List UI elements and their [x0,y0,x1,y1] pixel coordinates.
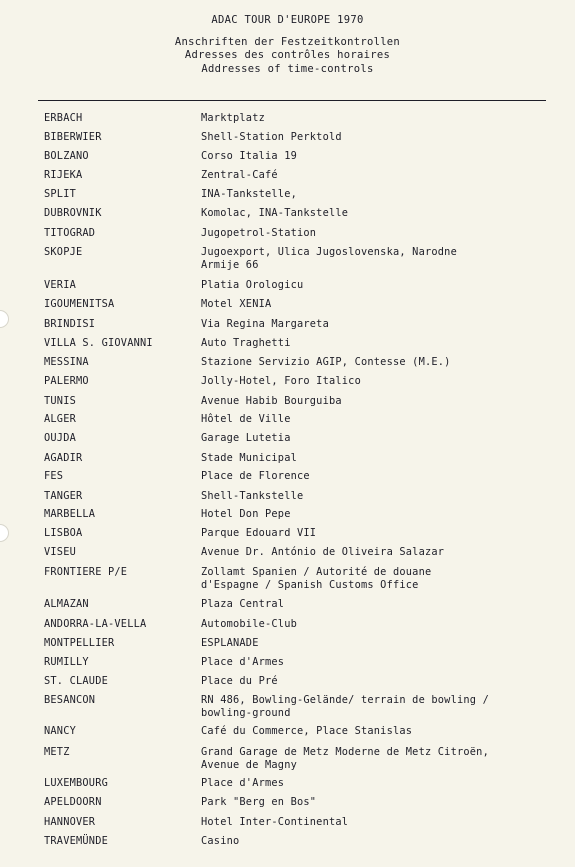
control-city: VILLA S. GIOVANNI [44,337,153,349]
control-address: INA-Tankstelle, [201,188,297,200]
control-city: VISEU [44,546,76,558]
control-address: Zentral-Café [201,169,278,181]
control-city: MARBELLA [44,508,96,520]
subtitle-english: Addresses of time-controls [201,63,374,75]
control-city: BRINDISI [44,318,96,330]
control-address: Place de Florence [201,470,310,482]
control-address: Hôtel de Ville [201,413,291,425]
punch-hole-lower [0,524,9,542]
control-city: MONTPELLIER [44,637,115,649]
control-address: Casino [201,835,240,847]
control-city: DUBROVNIK [44,207,102,219]
control-address: Jolly-Hotel, Foro Italico [201,375,361,387]
header-divider [38,100,546,101]
control-city: OUJDA [44,432,76,444]
control-address: Jugoexport, Ulica Jugoslovenska, Narodne Armije 66 [201,246,457,271]
control-address: Auto Traghetti [201,337,291,349]
control-city: ST. CLAUDE [44,675,108,687]
control-address: Café du Commerce, Place Stanislas [201,725,413,737]
control-address: ESPLANADE [201,637,259,649]
control-address: RN 486, Bowling-Gelände/ terrain de bowling / bowling-ground [201,694,489,719]
subtitle-german: Anschriften der Festzeitkontrollen [174,36,401,48]
control-address: Hotel Don Pepe [201,508,291,520]
control-address: Shell-Station Perktold [201,131,342,143]
control-address: Avenue Dr. António de Oliveira Salazar [201,546,445,558]
control-address: Corso Italia 19 [201,150,297,162]
control-address: Park "Berg en Bos" [201,796,317,808]
control-address: Platia Orologicu [201,279,304,291]
control-city: SKOPJE [44,246,83,258]
control-address: Via Regina Margareta [201,318,329,330]
control-address: Place du Pré [201,675,278,687]
control-address: Stade Municipal [201,452,297,464]
control-address: Marktplatz [201,112,265,124]
control-city: ERBACH [44,112,83,124]
control-city: FES [44,470,64,482]
control-city: MESSINA [44,356,89,368]
control-address: Automobile-Club [201,618,297,630]
control-address: Motel XENIA [201,298,272,310]
control-city: PALERMO [44,375,89,387]
control-address: Place d'Armes [201,777,285,789]
control-city: LISBOA [44,527,83,539]
control-city: ALMAZAN [44,598,89,610]
control-address: Parque Edouard VII [201,527,317,539]
document-title: ADAC TOUR D'EUROPE 1970 [211,14,364,26]
control-city: APELDOORN [44,796,102,808]
control-address: Komolac, INA-Tankstelle [201,207,349,219]
control-city: AGADIR [44,452,83,464]
subtitle-french: Adresses des contrôles horaires [184,49,391,61]
control-city: BESANCON [44,694,96,706]
control-city: ANDORRA-LA-VELLA [44,618,147,630]
control-city: TANGER [44,490,83,502]
control-city: BOLZANO [44,150,89,162]
punch-hole-upper [0,310,9,328]
control-city: RUMILLY [44,656,89,668]
control-city: TITOGRAD [44,227,96,239]
control-city: VERIA [44,279,76,291]
control-city: TRAVEMÜNDE [44,835,108,847]
control-city: BIBERWIER [44,131,102,143]
control-city: TUNIS [44,395,76,407]
control-address: Grand Garage de Metz Moderne de Metz Citroën, Avenue de Magny [201,746,489,771]
control-address: Zollamt Spanien / Autorité de douane d'Espagne / Spanish Customs Office [201,566,432,591]
control-address: Place d'Armes [201,656,285,668]
control-address: Avenue Habib Bourguiba [201,395,342,407]
control-city: NANCY [44,725,76,737]
control-address: Jugopetrol-Station [201,227,317,239]
control-address: Garage Lutetia [201,432,291,444]
control-address: Hotel Inter-Continental [201,816,349,828]
control-address: Plaza Central [201,598,285,610]
control-city: SPLIT [44,188,76,200]
control-city: IGOUMENITSA [44,298,115,310]
control-city: HANNOVER [44,816,96,828]
control-city: METZ [44,746,70,758]
control-address: Shell-Tankstelle [201,490,304,502]
control-city: ALGER [44,413,76,425]
control-city: FRONTIERE P/E [44,566,128,578]
control-address: Stazione Servizio AGIP, Contesse (M.E.) [201,356,451,368]
control-city: LUXEMBOURG [44,777,108,789]
control-city: RIJEKA [44,169,83,181]
